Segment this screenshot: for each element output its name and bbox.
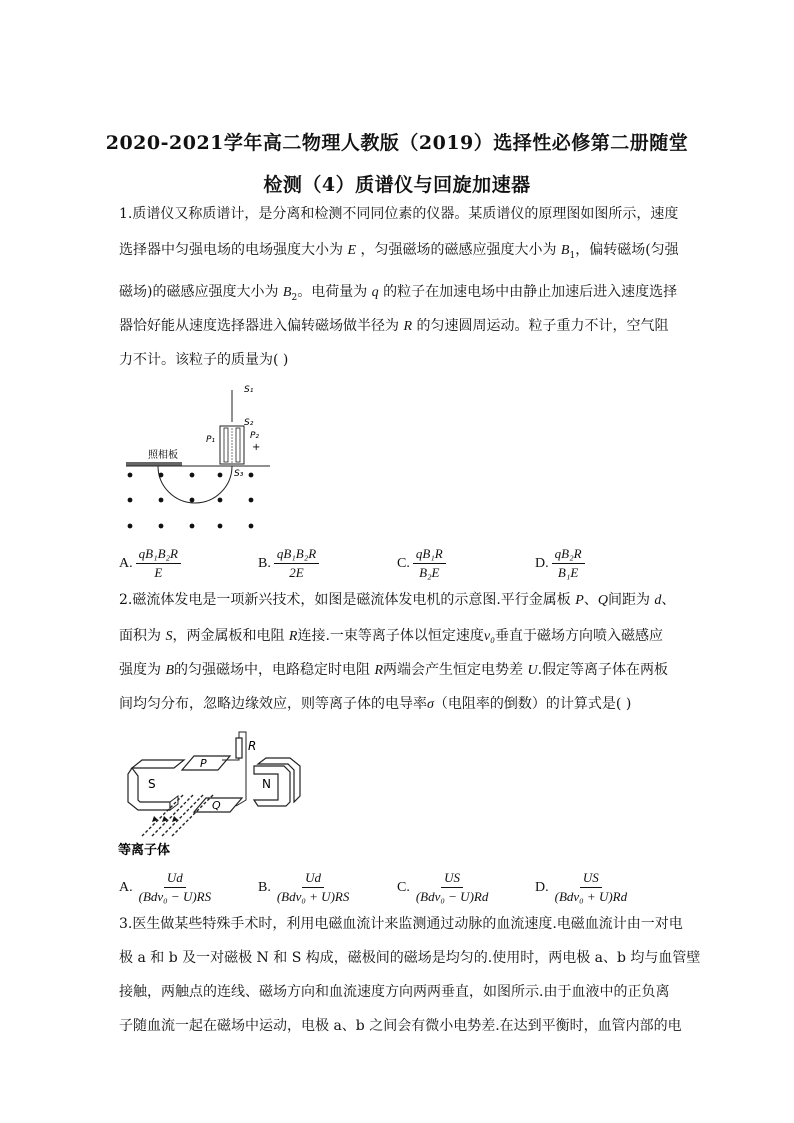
plasma-arrowheads: [152, 816, 178, 822]
label-p1: P₁: [206, 435, 216, 445]
q3-line-2: 极 a 和 b 及一对磁极 N 和 S 构成，磁极间的磁场是均匀的.使用时，两电极 a、b 均与血管壁: [119, 950, 701, 966]
mhd-generator-diagram: [118, 730, 318, 860]
q1-line-1: 1.质谱仪又称质谱计，是分离和检测不同同位素的仪器。某质谱仪的原理图如图所示，速度: [119, 206, 679, 222]
plate-p2: [236, 428, 240, 462]
label-n: N: [262, 777, 271, 791]
label-p2: P₂: [250, 431, 260, 441]
q1-option-b[interactable]: B. $\frac{\text{qB₁B₂R}}{2E}$: [258, 546, 319, 581]
label-plasma: 等离子体: [118, 843, 171, 858]
mass-spectrometer-diagram: [120, 380, 280, 540]
q1-option-a[interactable]: A. $\frac{\text{qB₁B₂R}}{E}$: [119, 546, 181, 581]
q3-line-1: 3.医生做某些特殊手术时，利用电磁血流计来监测通过动脉的血流速度.电磁血流计由一对电: [119, 916, 683, 932]
q1-line-2: 选择器中匀强电场的电场强度大小为 E ，匀强磁场的磁感应强度大小为 $B_1$，偏转磁场(匀强: [119, 242, 679, 261]
q2-line-3: 强度为 B的匀强磁场中，电路稳定时电阻 R两端会产生恒定电势差 U.假定等离子体在两板: [119, 662, 669, 678]
label-plus: +: [252, 442, 261, 453]
label-r: R: [248, 739, 257, 753]
plate-p1: [224, 428, 228, 462]
document-title-line-1: 2020-2021学年高二物理人教版（2019）选择性必修第二册随堂: [105, 132, 689, 154]
q3-line-3: 接触，两触点的连线、磁场方向和血流速度方向两两垂直，如图所示.由于血液中的正负离: [119, 984, 670, 1000]
q2-option-c[interactable]: C. $\frac{US}{\text{(Bdv₀ − U)Rd}}$: [397, 870, 489, 904]
label-s: S: [148, 777, 156, 791]
magnet-s-top: [132, 760, 184, 768]
q1-line-3: 磁场)的磁感应强度大小为 $B_2$。电荷量为 q 的粒子在加速电场中由静止加速后进入速度选择: [119, 284, 678, 303]
label-p: P: [200, 757, 207, 770]
label-q: Q: [212, 799, 221, 812]
plasma-flow-lines: [142, 794, 214, 836]
magnetic-field-dots: [128, 473, 254, 529]
label-photo-plate: 照相板: [148, 450, 178, 461]
q2-option-a[interactable]: A. $\frac{Ud}{\text{(Bdv₀ − U)RS}}$: [119, 870, 212, 904]
label-s3: S₃: [234, 469, 244, 479]
label-s2: S₂: [244, 418, 254, 428]
particle-trajectory: [158, 466, 232, 503]
q1-line-4: 器恰好能从速度选择器进入偏转磁场做半径为 R 的匀速圆周运动。粒子重力不计，空气阻: [119, 318, 669, 334]
magnet-n-body: [254, 766, 290, 806]
q2-option-b[interactable]: B. $\frac{Ud}{\text{(Bdv₀ + U)RS}}$: [258, 870, 350, 904]
q1-line-5: 力不计。该粒子的质量为( ): [119, 352, 289, 368]
q1-option-c[interactable]: C. $\frac{\text{qB₁R}}{\text{B₂E}}$: [397, 546, 446, 581]
q1-option-d[interactable]: D. $\frac{\text{qB₂R}}{\text{B₁E}}$: [535, 546, 585, 581]
document-title-line-2: 检测（4）质谱仪与回旋加速器: [263, 174, 531, 196]
resistor: [236, 738, 242, 758]
q2-line-4: 间均匀分布，忽略边缘效应，则等离子体的电导率σ（电阻率的倒数）的计算式是( ): [119, 696, 632, 712]
q3-line-4: 子随血流一起在磁场中运动，电极 a、b 之间会有微小电势差.在达到平衡时，血管内部的电: [119, 1018, 682, 1034]
q2-option-d[interactable]: D. $\frac{US}{\text{(Bdv₀ + U)Rd}}$: [535, 870, 628, 904]
label-s1: S₁: [244, 385, 254, 395]
q2-line-2: 面积为 S，两金属板和电阻 R连接.一束等离子体以恒定速度v₀垂直于磁场方向喷入磁感应: [119, 628, 664, 644]
photographic-plate: [126, 462, 182, 466]
q2-line-1: 2.磁流体发电是一项新兴技术，如图是磁流体发电机的示意图.平行金属板 P、Q间距为 d、: [119, 592, 676, 608]
